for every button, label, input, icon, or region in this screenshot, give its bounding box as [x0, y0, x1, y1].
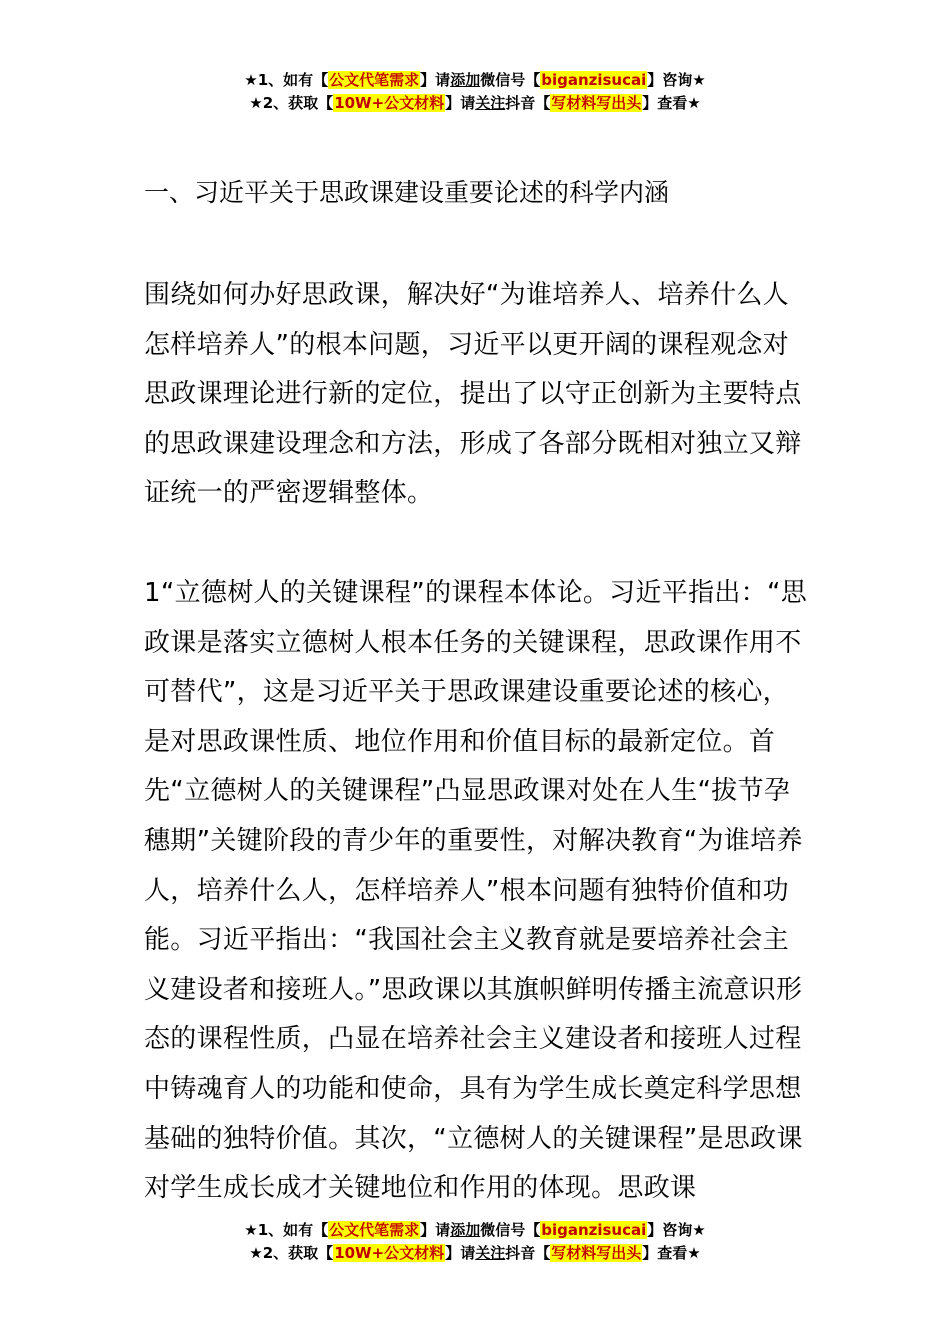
highlight-wechat-id: biganzisucai [541, 71, 647, 89]
header-banner [0, 69, 950, 115]
highlight-douyin-id: 写材料写出头 [551, 1244, 642, 1262]
banner-line-2: ★2、获取【10W+公文材料】请关注抖音【写材料写出头】查看★ [249, 1244, 701, 1262]
highlight-materials: 10W+公文材料 [334, 94, 445, 112]
highlight-materials: 10W+公文材料 [334, 1244, 445, 1262]
footer-banner [0, 1219, 950, 1265]
highlight-wechat-id: biganzisucai [541, 1221, 647, 1239]
section-heading: 一、习近平关于思政课建设重要论述的科学内涵 [144, 178, 670, 207]
paragraph-course-ontology: 1“立德树人的关键课程”的课程本体论。习近平指出：“思政课是落实立德树人根本任务的关键课程，思政课作用不可替代”，这是习近平关于思政课建设重要论述的核心，是对思政课性质、地位作用和价值目标的最新定位。首先“立德树人的关键课程”凸显思政课对处在人生“拔节孕穗期”关键阶段的青少年的重要性，对解决教育“为谁培养人，培养什么人，怎样培养人”根本问题有独特价值和功能。习近平指出：“我国社会主义教育就是要培养社会主义建设者和接班人。”思政课以其旗帜鲜明传播主流意识形态的课程性质，凸显在培养社会主义建设者和接班人过程中铸魂育人的功能和使命，具有为学生成长奠定科学思想基础的独特价值。其次，“立德树人的关键课程”是思政课对学生成长成才关键地位和作用的体现。思政课 [144, 577, 808, 1204]
banner-line-2: ★2、获取【10W+公文材料】请关注抖音【写材料写出头】查看★ [249, 94, 701, 112]
highlight-douyin-id: 写材料写出头 [551, 94, 642, 112]
document-body [144, 168, 809, 1264]
banner-line-1: ★1、如有【公文代笔需求】请添加微信号【biganzisucai】咨询★ [244, 1221, 706, 1239]
highlight-service: 公文代笔需求 [329, 1221, 420, 1239]
banner-line-1: ★1、如有【公文代笔需求】请添加微信号【biganzisucai】咨询★ [244, 71, 706, 89]
paragraph-intro: 围绕如何办好思政课，解决好“为谁培养人、培养什么人怎样培养人”的根本问题，习近平以更开阔的课程观念对思政课理论进行新的定位，提出了以守正创新为主要特点的思政课建设理念和方法，形成了各部分既相对独立又辩证统一的严密逻辑整体。 [144, 280, 802, 509]
highlight-service: 公文代笔需求 [329, 71, 420, 89]
